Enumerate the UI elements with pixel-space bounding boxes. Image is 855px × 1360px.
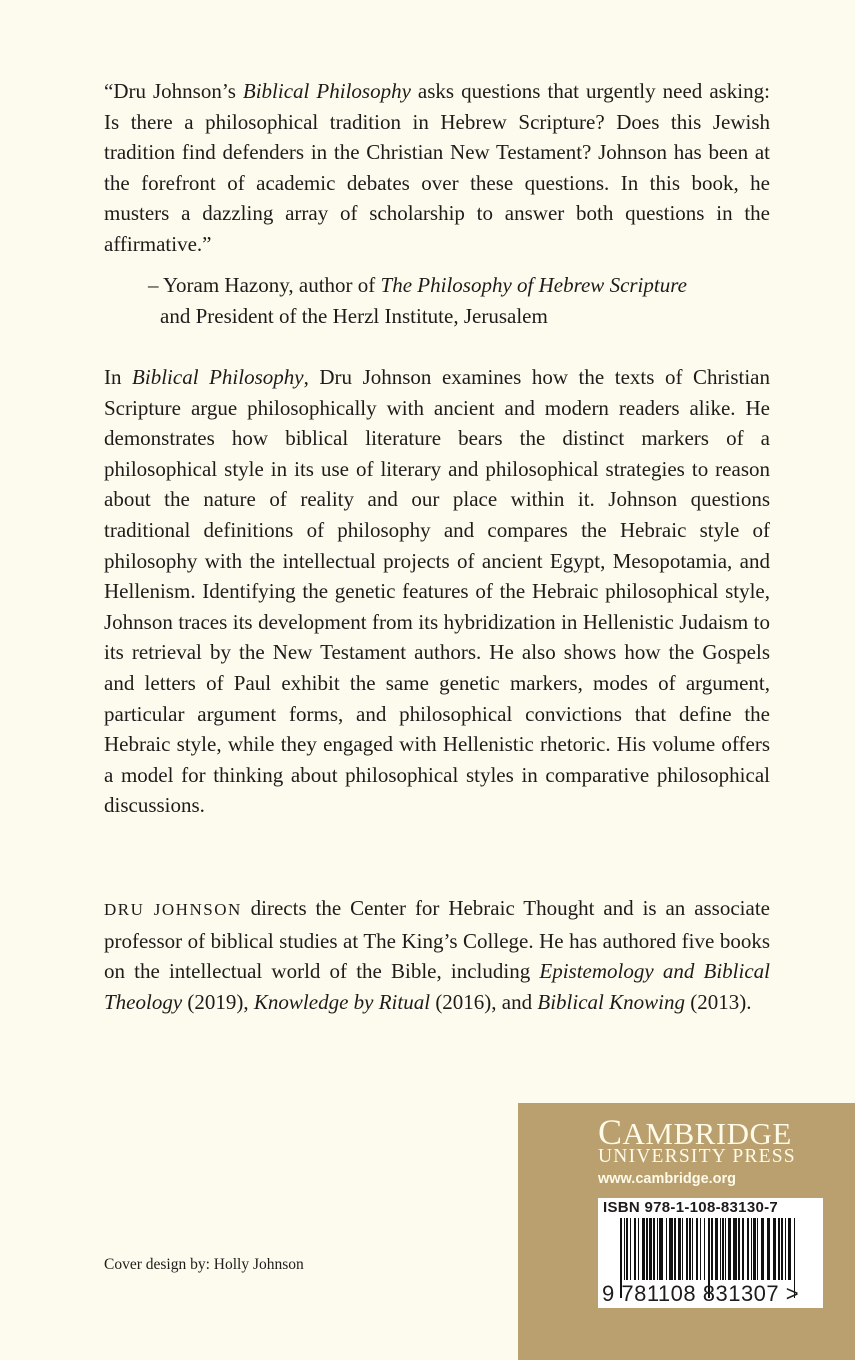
- barcode-bar: [728, 1218, 731, 1280]
- book-title: Epistemology and Biblical Theology: [104, 959, 770, 1014]
- book-description: [104, 362, 770, 821]
- quote-text: “Dru Johnson’s: [104, 79, 243, 103]
- barcode-bar: [738, 1218, 740, 1280]
- endorsement-quote: [104, 76, 770, 260]
- book-title: Biblical Knowing: [537, 989, 685, 1014]
- barcode-bar: [725, 1218, 726, 1280]
- logo-initial: C: [598, 1112, 623, 1152]
- barcode-bar: [761, 1218, 764, 1280]
- barcode-bar: [678, 1218, 681, 1280]
- attribution-text: – Yoram Hazony, author of: [148, 273, 381, 297]
- barcode-bar: [757, 1218, 758, 1280]
- barcode-bar: [646, 1218, 648, 1280]
- barcode-bar: [682, 1218, 683, 1280]
- barcode-bar: [692, 1218, 693, 1280]
- barcode-digits: 9 781108 831307 >: [602, 1281, 800, 1306]
- barcode-bar: [630, 1218, 631, 1280]
- quote-attribution: [148, 270, 788, 331]
- barcode-bar: [788, 1218, 791, 1280]
- publisher-url: www.cambridge.org: [598, 1171, 737, 1187]
- barcode-bar: [747, 1218, 749, 1280]
- barcode-bar: [781, 1218, 783, 1280]
- barcode-bar: [778, 1218, 780, 1280]
- book-title: Knowledge by Ritual: [253, 989, 431, 1014]
- bio-text: (2013).: [684, 989, 752, 1014]
- logo-text: AMBRIDGE: [622, 1116, 792, 1151]
- barcode-bar: [715, 1218, 718, 1280]
- barcode-bar: [773, 1218, 776, 1280]
- book-title: Biblical Philosophy: [132, 365, 304, 389]
- barcode-bar: [753, 1218, 756, 1280]
- author-name: DRU JOHNSON: [104, 900, 242, 919]
- barcode-bar: [649, 1218, 652, 1280]
- barcode-bar: [638, 1218, 639, 1280]
- barcode-bar: [704, 1218, 705, 1280]
- barcode-bar: [642, 1218, 645, 1280]
- attribution-role: and President of the Herzl Institute, Jerusalem: [160, 303, 548, 328]
- book-title: Biblical Philosophy: [242, 79, 411, 103]
- barcode-bar: [674, 1218, 676, 1280]
- barcode-bar: [785, 1218, 786, 1280]
- barcode-bar: [733, 1218, 737, 1280]
- publisher-subtitle: UNIVERSITY PRESS: [598, 1146, 796, 1167]
- barcode-bar: [767, 1218, 770, 1280]
- barcode-bar: [700, 1218, 701, 1280]
- description-text: , Dru Johnson examines how the texts of Christian Scripture argue philosophically with ancient and modern readers alike. He demonstrates how biblical literature bears the distinct markers of a philosophical style in its use of literary and philosophical strategies to reason about the nature of reality and our place within it. Johnson questions traditional definitions of philosophy and compares the Hebraic style of philosophy with the intellectual projects of ancient Egypt, Mesopotamia, and Hellenism. Identifying the genetic features of the Hebraic philosophical style, Johnson traces its development from its hybridization in Hellenistic Judaism to its retrieval by the New Testament authors. He also shows how the Gospels and letters of Paul exhibit the same genetic markers, modes of argument, particular argument forms, and philosophical convictions that define the Hebraic style, while they engaged with Hellenistic rhetoric. His volume offers a model for thinking about philosophical styles in comparative philosophical discussions.: [104, 365, 770, 818]
- isbn-label: ISBN 978-1-108-83130-7: [603, 1199, 779, 1216]
- barcode-bar: [626, 1218, 628, 1280]
- cover-design-credit: Cover design by: Holly Johnson: [104, 1256, 304, 1273]
- barcode-bar: [751, 1218, 752, 1280]
- barcode-bar: [711, 1218, 713, 1280]
- barcode-bar: [624, 1218, 625, 1280]
- barcode-bar: [686, 1218, 688, 1280]
- isbn-barcode: [598, 1198, 823, 1308]
- barcode-bar: [696, 1218, 698, 1280]
- bio-text: directs the Center for Hebraic Thought and is an associate professor of biblical studies at The King’s College. He has authored five books on the intellectual world of the Bible, including: [104, 896, 770, 984]
- barcode-bar: [653, 1218, 655, 1280]
- barcode-bar: [669, 1218, 673, 1280]
- barcode-bar: [666, 1218, 667, 1280]
- barcode-bar: [657, 1218, 658, 1280]
- attribution-book: The Philosophy of Hebrew Scripture: [380, 273, 687, 297]
- author-bio: [104, 893, 770, 1017]
- barcode-bar: [742, 1218, 744, 1280]
- barcode-bar: [722, 1218, 724, 1280]
- barcode-bar: [720, 1218, 721, 1280]
- bio-text: (2019),: [182, 989, 254, 1014]
- bio-text: (2016), and: [430, 989, 538, 1014]
- publisher-block: [518, 1103, 855, 1360]
- barcode-bar: [634, 1218, 636, 1280]
- barcode-bar: [689, 1218, 691, 1280]
- quote-text: asks questions that urgently need asking: Is there a philosophical tradition in Hebrew Scripture? Does this Jewish tradition find defenders in the Christian New Testament? Johnson has been at the forefront of academic debates over these questions. In this book, he musters a dazzling array of scholarship to answer both questions in the affirmative.”: [104, 79, 770, 256]
- barcode-bar: [659, 1218, 663, 1280]
- description-text: In: [104, 365, 133, 389]
